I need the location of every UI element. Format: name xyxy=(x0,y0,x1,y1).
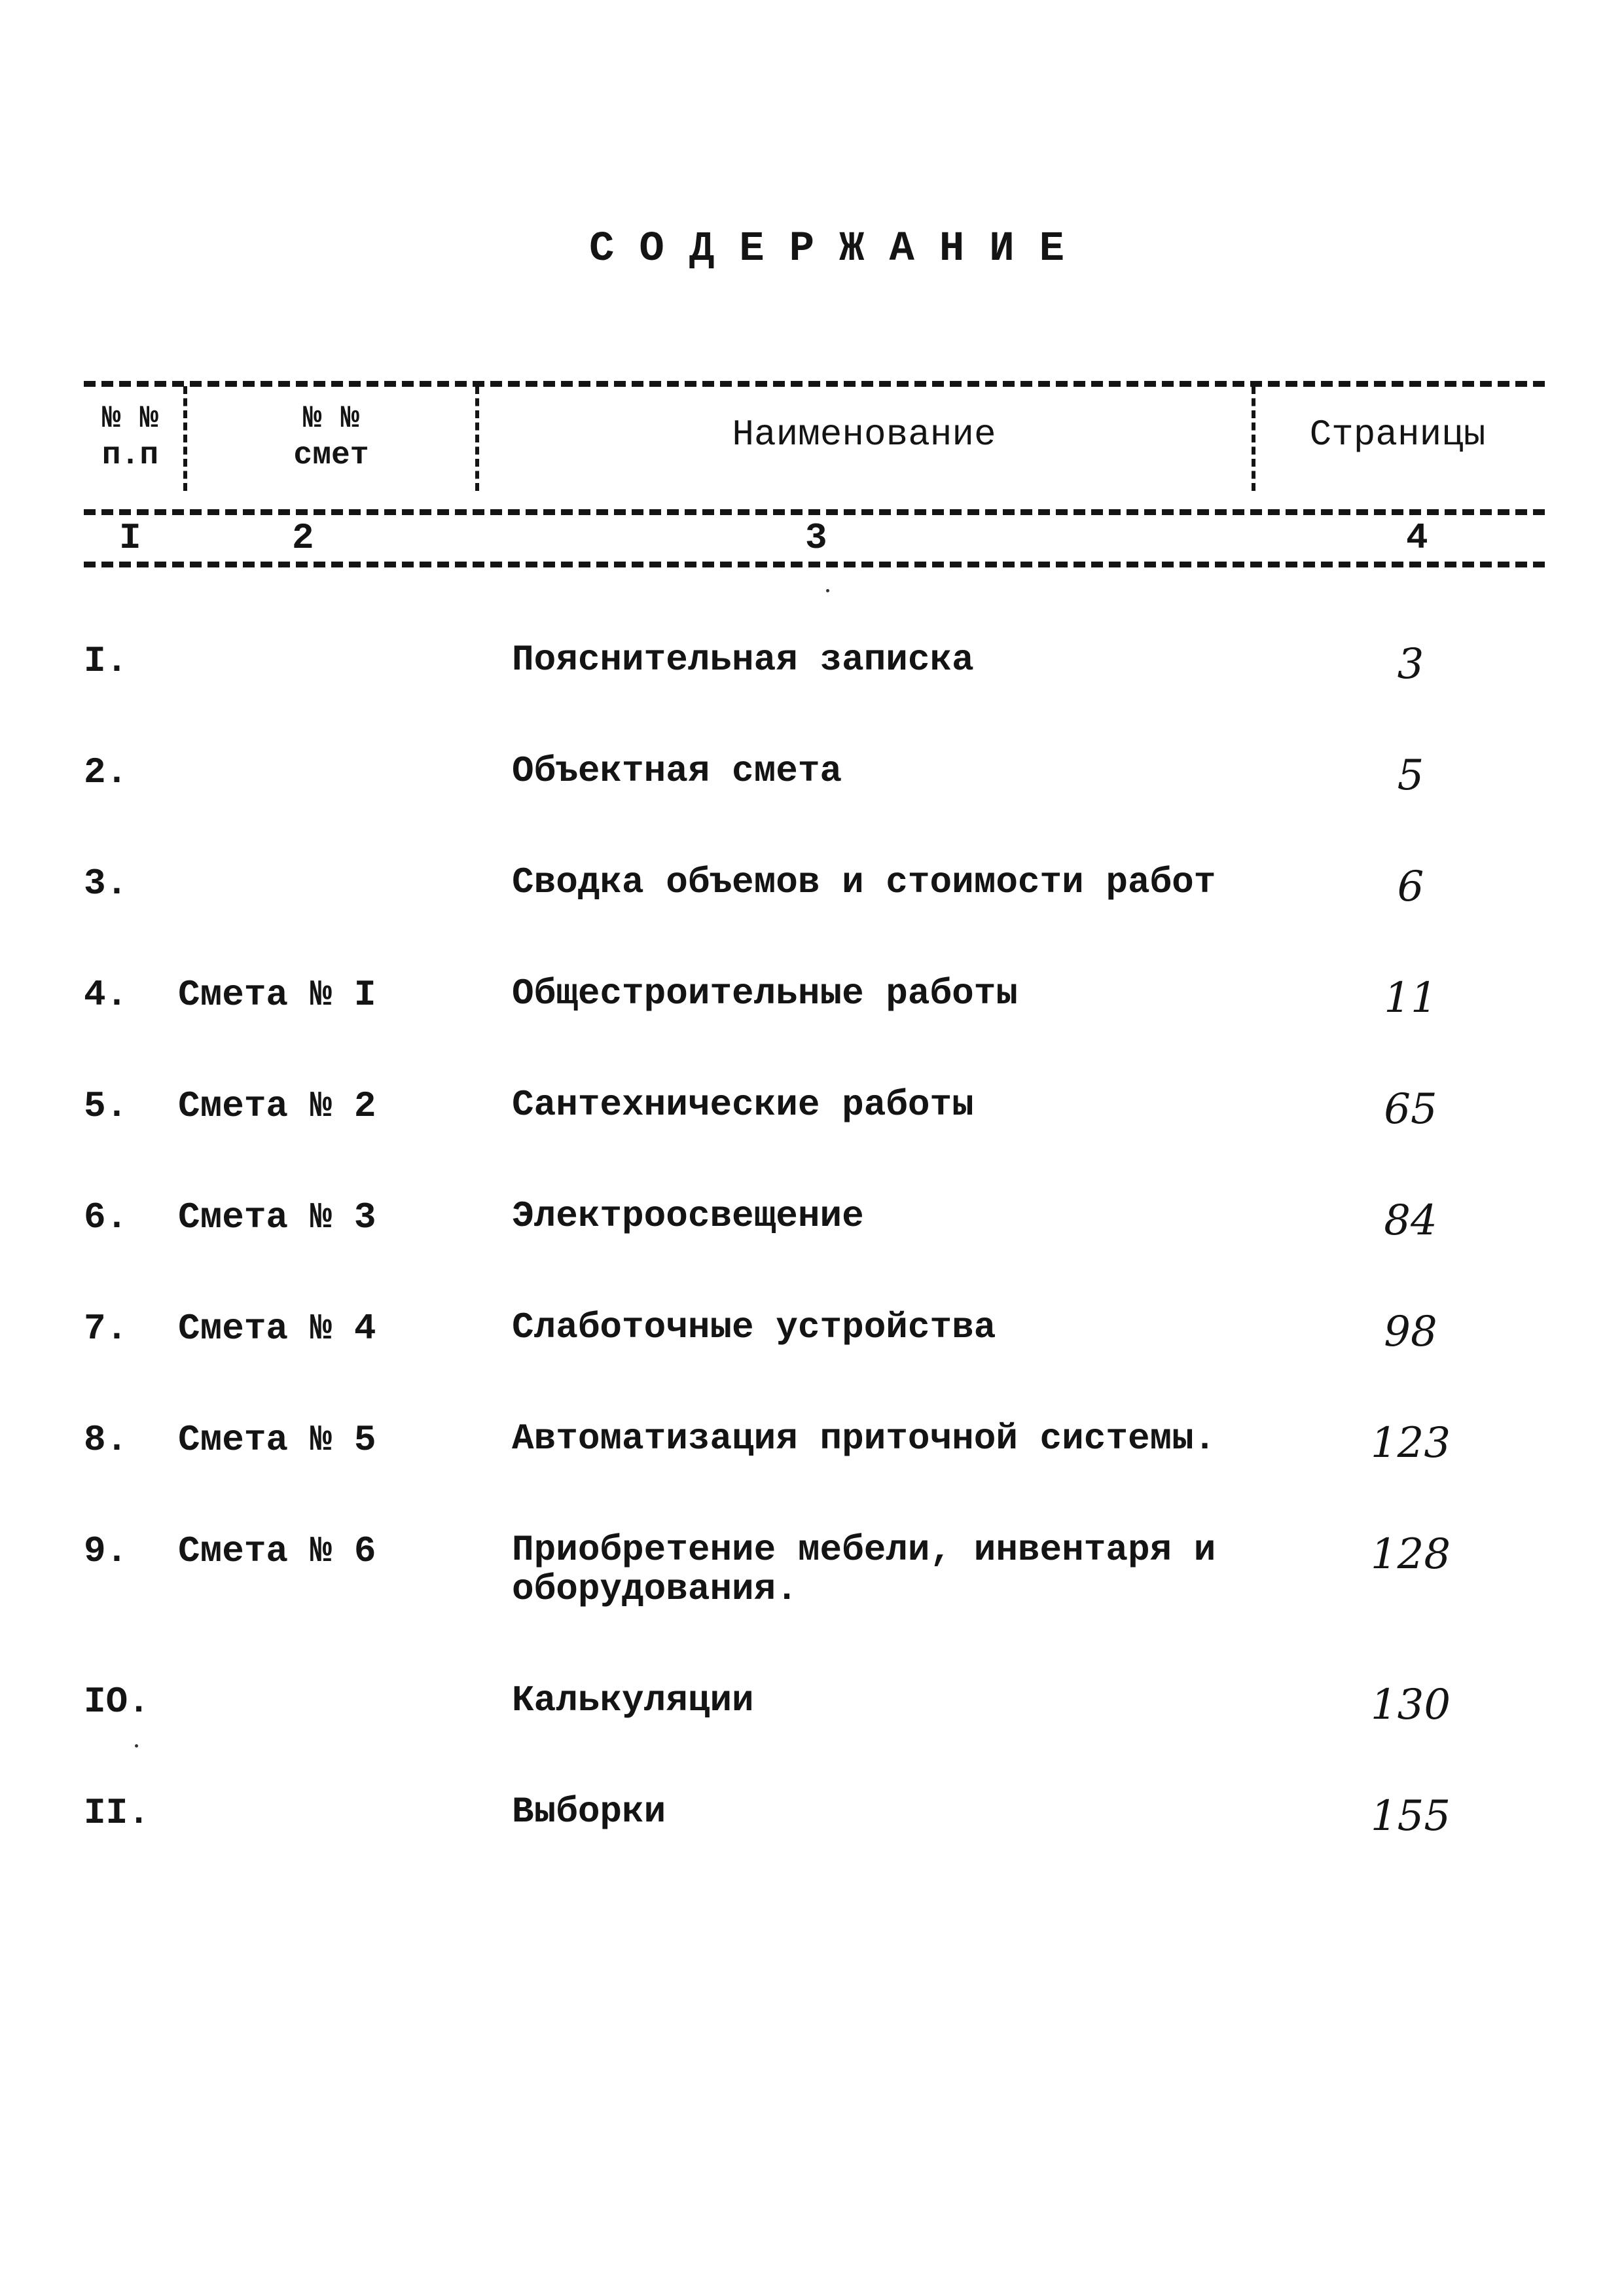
header-item-number: № № п.п xyxy=(101,401,159,473)
header-bottom-rule xyxy=(84,509,1545,515)
row-name: Автоматизация приточной системы. xyxy=(512,1418,1216,1460)
row-page: 123 xyxy=(1370,1419,1451,1467)
row-number: 4. xyxy=(84,974,128,1016)
column-separator xyxy=(1252,386,1255,491)
row-estimate: Смета № 5 xyxy=(178,1419,376,1461)
row-estimate: Смета № 3 xyxy=(178,1196,376,1238)
column-number: 3 xyxy=(805,517,827,559)
row-name: Выборки xyxy=(512,1791,666,1833)
column-separator xyxy=(183,386,187,491)
column-number: I xyxy=(119,517,141,559)
row-name: Электроосвещение xyxy=(512,1195,864,1237)
row-page: 130 xyxy=(1370,1681,1451,1729)
row-number: 9. xyxy=(84,1530,128,1572)
row-page: 84 xyxy=(1384,1196,1437,1245)
column-number: 4 xyxy=(1406,517,1428,559)
row-name: Пояснительная записка xyxy=(512,639,974,681)
header-estimate-number: № № смет xyxy=(293,401,369,473)
table-top-rule xyxy=(84,381,1545,387)
row-page: 3 xyxy=(1397,640,1424,689)
row-number: IO. xyxy=(84,1681,150,1723)
row-name: Объектная смета xyxy=(512,750,842,792)
row-page: 11 xyxy=(1384,974,1437,1022)
row-page: 155 xyxy=(1370,1792,1451,1840)
row-number: 7. xyxy=(84,1308,128,1350)
row-name: Сводка объемов и стоимости работ xyxy=(512,861,1216,903)
row-number: 2. xyxy=(84,751,128,793)
header-pages: Страницы xyxy=(1309,414,1486,456)
row-number: II. xyxy=(84,1792,150,1834)
row-number: 3. xyxy=(84,863,128,905)
column-separator xyxy=(475,386,479,491)
row-page: 6 xyxy=(1397,863,1424,911)
document-title: СОДЕРЖАНИЕ xyxy=(589,226,1090,273)
column-number-rule xyxy=(84,562,1545,567)
row-page: 5 xyxy=(1397,751,1424,800)
scan-speck xyxy=(135,1744,138,1748)
column-number: 2 xyxy=(292,517,314,559)
row-estimate: Смета № 6 xyxy=(178,1530,376,1572)
row-number: 5. xyxy=(84,1085,128,1127)
row-estimate: Смета № 4 xyxy=(178,1308,376,1350)
row-name: Сантехнические работы xyxy=(512,1084,974,1126)
row-name: Общестроительные работы xyxy=(512,973,1018,1014)
row-estimate: Смета № 2 xyxy=(178,1085,376,1127)
row-estimate: Смета № I xyxy=(178,974,376,1016)
row-page: 65 xyxy=(1384,1085,1437,1134)
row-page: 128 xyxy=(1370,1530,1451,1579)
row-number: I. xyxy=(84,640,128,682)
row-name: Калькуляции xyxy=(512,1679,754,1721)
row-number: 6. xyxy=(84,1196,128,1238)
row-name: Слаботочные устройства xyxy=(512,1306,996,1348)
row-number: 8. xyxy=(84,1419,128,1461)
row-page: 98 xyxy=(1384,1308,1437,1356)
header-name: Наименование xyxy=(732,414,996,456)
scan-speck xyxy=(826,589,829,592)
row-name: Приобретение мебели, инвентаря и оборудования. xyxy=(512,1529,1216,1610)
